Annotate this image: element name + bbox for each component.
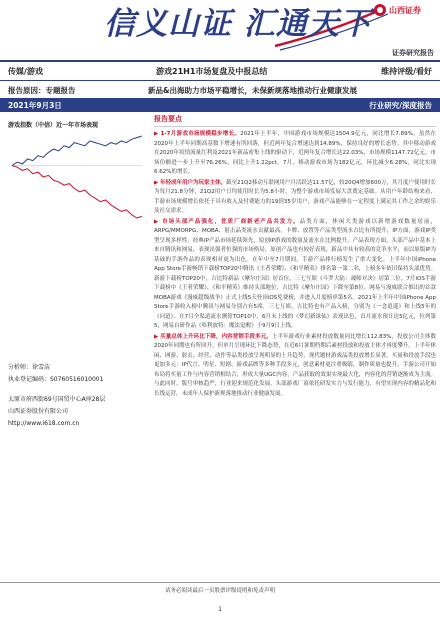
paragraph-lead: 1-7月游戏市场规模稳步增长。 <box>160 131 241 137</box>
bullet-icon: ▶ <box>154 333 161 340</box>
paragraph-text: 上半年游戏行业素材投放数量同比增长112.83%，投放公司主体数2020年同期也有所回升，但单月呈现环比下降态势，在近6月暑期档期后素材投放和投放主体才再度攀升。上半年休闲、网游、射击、经营、动作等品类投放呈现明显的上升趋势，现代题材游戏品类投放增长显著。买量和投放手段也更加多元：IP代言、明星、短剧、游戏品牌等多种手段多元，创意素材更注重吸睛，制作质量也提升。手游公司开始布局将买量工作与内容营销相结合，形成大量UGC内容，产品获取的效果实现最大化，内容化的营销逐渐成为主流。与此同时，版号审核趋严，行业迎来规范化发展，头部游戏厂商依托研发实力与发行能力，有望实现内容的精品化和长线运营，未成年人保护新规落地推动行业健康发展。 <box>154 333 436 397</box>
chart-title: 游戏指数（中信）近一年市场表现 <box>8 122 99 129</box>
paragraph <box>154 218 436 332</box>
section-title: 报告要点 <box>154 114 436 127</box>
report-category: 行业研究/深度报告 <box>369 101 432 110</box>
report-reason: 报告原因：专题报告 <box>8 86 76 95</box>
disclaimer <box>0 582 440 604</box>
address-line-1: 太原市府西街69号国贸中心A座28层 <box>8 396 106 403</box>
title-row <box>0 63 440 79</box>
website-link[interactable]: http://www.i618.com.cn <box>8 420 80 427</box>
chart-series-line-2 <box>12 166 142 219</box>
bullet-icon: ▶ <box>154 179 160 186</box>
rating-label: 维持评级/看好 <box>381 67 432 76</box>
right-column <box>154 114 436 400</box>
subtitle-row <box>0 83 440 97</box>
index-chart <box>8 130 146 226</box>
analyst-name: 分析师：徐雪洁 <box>8 364 51 371</box>
date-row <box>0 98 440 112</box>
paragraph-text: 截至21Q2移动互联网用户月活跃达11.57亿，较20Q4增加600万，其月度户使用时长为每月21.8分钟，21Q2用户日均使用时长为5.8小时，为整个游戏市场发展大盘奠定基础。从用户年龄结构来看，手游市场规模增长依托于具有收入及付费能力的19到35岁用户，游戏产品能够在一定程度上满足其工作之余的娱乐及社交需求。 <box>154 179 436 214</box>
slogan: 信义山证 汇通天下 <box>104 6 372 42</box>
paragraph-text: 品类方面，休闲大类游戏以新增游戏数量居前，ARPG/MMORPG、MOBA、射击品类流水贡献最高。卡牌、放置等产品类型流水占比有所提升，IP方面，游戏IP类型呈现多样性，经典IP产品市场延续领先，原创IP游戏的数量及流水在比例提升。产品表现方面，头部产品中基本上来自腾讯和网易，表现出强者恒强的市场格局，原创产品也有较好表现，新品中具有较高的竞争水平，而以原版IP为基础的手游作品的表现相对更为出色。在年中至7月期间，手游产品排行榜发生了重大变化。上半年中国iPhone App Store手游畅销下载榜TOP20中腾讯《王者荣耀》、《和平精英》排名第一第二名，上榜多年依旧保持头部优势。新游下载榜TOP20中，吉比特新品《摩尔庄园》居首位，三七互娱《斗罗大陆：魂师对决》居第二位。7月iOS手游下载榜中《王者荣耀》、《和平精英》维持头部地位，吉比特《摩尔庄园》下降至第8位。网易与漫威联合推出的首款MOBA游戏《漫威超级战争》正式上线5天登顶iOS免费榜，并进入月度榜单第5名。2021年上半年中国iPhone App Store手游收入榜中腾讯与网易分别占有5席，三七互娱、吉比特也有产品入榜，分别为《一念逍遥》和上线5年的《问道》。在7月全渠道流水测算TOP10中，6月末上线的《梦幻新诛仙》表现出色，首月流水预计达5亿元，位列第5，网易自研作品《哈利波特：魔法觉醒》于9月9日上线， <box>154 218 436 329</box>
report-type: 证券研究报告 <box>392 49 434 57</box>
disclaimer-text: 请务必阅读最后一页股票评级说明和免责声明 <box>164 588 275 594</box>
address-line-2: 山西证券股份有限公司 <box>8 408 69 415</box>
paragraph-list <box>154 130 436 399</box>
analyst-info <box>8 362 158 430</box>
logo-icon <box>374 4 386 16</box>
industry-label: 传媒/游戏 <box>8 67 43 76</box>
banner <box>0 0 440 58</box>
analyst-cert: 执业登记编码：S0760516010001 <box>8 376 104 383</box>
paragraph-lead: 年轻成年用户为玩家主体。 <box>159 179 227 186</box>
bullet-icon: ▶ <box>154 131 161 137</box>
divider <box>0 80 440 81</box>
logo-text: 山西证券 <box>389 5 421 15</box>
report-subtitle: 新品&出海助力市场平稳增长，未保新规落地推动行业健康发展 <box>148 86 358 95</box>
paragraph-lead: 买量总体上升环比下降，内容营销手段多元。 <box>160 333 272 340</box>
bullet-icon: ▶ <box>154 218 163 225</box>
report-date: 2021年9月3日 <box>8 101 62 110</box>
page-number: 1 <box>218 606 222 613</box>
company-logo <box>374 4 421 16</box>
report-title: 游戏21H1市场复盘及中报总结 <box>156 67 268 76</box>
paragraph <box>154 179 436 217</box>
divider <box>0 60 440 62</box>
paragraph-text: 2021年上半年，中国游戏市场规模达1504.9亿元，同比增长7.89%。虽然在2020年上半年同期高基数下增速有所回落，但近两年复合增速达到14.89%，保持良好的增长态势。其中移动游戏在2020年疫情流量红利及2021年新品密集上线的驱动下，近两年复合增长达22.03%，市场规模1147.72亿元。市场份额进一步上升至76.26%，同比上升1.22pct。7月，移动游戏市场为182亿元，环比减少6.28%，同比实现6.62%的增长。 <box>154 131 436 175</box>
paragraph <box>154 333 436 400</box>
paragraph <box>154 130 436 178</box>
paragraph-lead: 市场头部产品强化，优质厂商新老产品共发力。 <box>162 218 300 225</box>
chart-series-line-1 <box>12 136 142 166</box>
